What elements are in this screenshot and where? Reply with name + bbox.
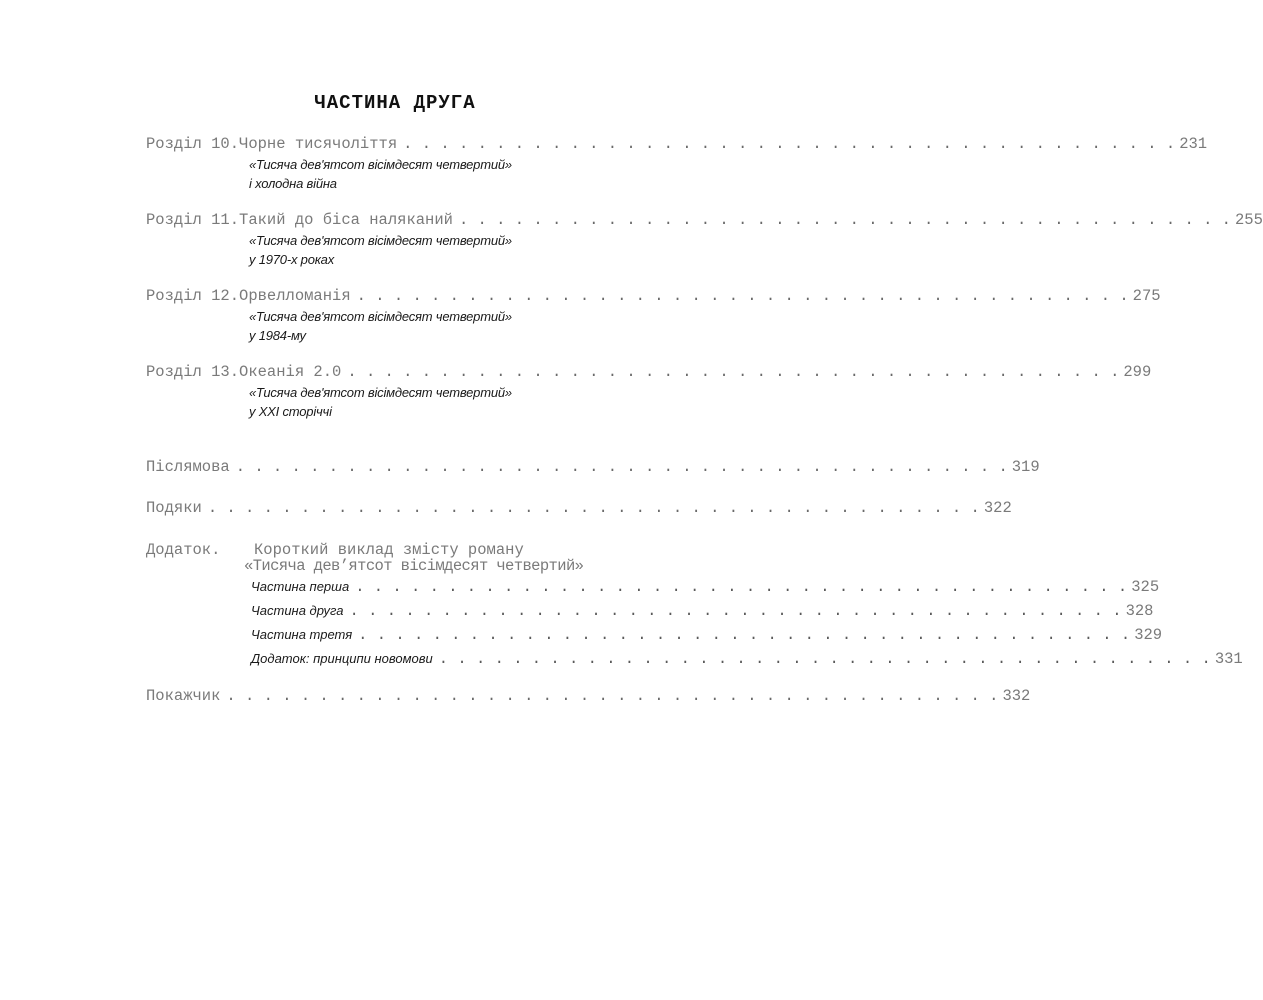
dot-leader: . . . . . . . . . . . . . . . . . . . . . . . . . . . . . . . . . . . . . . . . . . xyxy=(403,135,1176,153)
appendix-title: «Тисяча дев’ятсот вісімдесят четвертий» xyxy=(244,557,584,575)
appendix-item-title: Частина перша xyxy=(251,579,350,594)
index-title: Покажчик xyxy=(146,687,221,705)
dot-leader: . . . . . . . . . . . . . . . . . . . . . . . . . . . . . . . . . . . . . . . . . . xyxy=(355,578,1128,596)
page-number: 319 xyxy=(1011,458,1040,476)
page-number: 328 xyxy=(1125,602,1154,620)
appendix-item-title: Частина друга xyxy=(251,603,344,618)
page-number: 299 xyxy=(1123,363,1152,381)
chapter-title: Чорне тисячоліття xyxy=(239,135,398,153)
chapter-subtitle: «Тисяча дев'ятсот вісімдесят четвертий» xyxy=(249,157,512,172)
toc-entry-appendix-part-1[interactable] xyxy=(251,578,1160,598)
appendix-item-title: Частина третя xyxy=(251,627,353,642)
page-number: 255 xyxy=(1234,211,1263,229)
toc-entry-afterword[interactable] xyxy=(146,458,1040,480)
page-number: 329 xyxy=(1134,626,1163,644)
toc-entry-appendix-newspeak[interactable] xyxy=(251,650,1243,670)
dot-leader: . . . . . . . . . . . . . . . . . . . . . . . . . . . . . . . . . . . . . . . . . . xyxy=(207,499,980,517)
chapter-label: Розділ 10. xyxy=(146,135,240,153)
page-title: ЧАСТИНА ДРУГА xyxy=(314,92,476,114)
dot-leader: . . . . . . . . . . . . . . . . . . . . . . . . . . . . . . . . . . . . . . . . . . xyxy=(458,211,1231,229)
dot-leader: . . . . . . . . . . . . . . . . . . . . . . . . . . . . . . . . . . . . . . . . . . xyxy=(438,650,1211,668)
toc-entry-appendix-part-2[interactable] xyxy=(251,602,1154,622)
chapter-subtitle: у XXI сторіччі xyxy=(249,404,332,419)
appendix-title: Короткий виклад змісту роману xyxy=(254,541,524,559)
page-number: 275 xyxy=(1132,287,1161,305)
chapter-subtitle: і холодна війна xyxy=(249,176,337,191)
chapter-label: Розділ 12. xyxy=(146,287,240,305)
chapter-subtitle: у 1984-му xyxy=(249,328,306,343)
page-number: 231 xyxy=(1179,135,1208,153)
page-number: 331 xyxy=(1214,650,1243,668)
dot-leader: . . . . . . . . . . . . . . . . . . . . . . . . . . . . . . . . . . . . . . . . . . xyxy=(349,602,1122,620)
dot-leader: . . . . . . . . . . . . . . . . . . . . . . . . . . . . . . . . . . . . . . . . . . xyxy=(347,363,1120,381)
toc-entry-chapter-10[interactable] xyxy=(146,135,1208,157)
toc-entry-appendix-part-3[interactable] xyxy=(251,626,1163,646)
toc-entry-chapter-11[interactable] xyxy=(146,211,1263,233)
toc-entry-chapter-13[interactable] xyxy=(146,363,1152,385)
dot-leader: . . . . . . . . . . . . . . . . . . . . . . . . . . . . . . . . . . . . . . . . . . xyxy=(356,287,1129,305)
chapter-subtitle: «Тисяча дев'ятсот вісімдесят четвертий» xyxy=(249,385,512,400)
chapter-subtitle: «Тисяча дев'ятсот вісімдесят четвертий» xyxy=(249,309,512,324)
chapter-subtitle: у 1970-х роках xyxy=(249,252,335,267)
chapter-title: Такий до біса наляканий xyxy=(239,211,453,229)
acknowledgements-title: Подяки xyxy=(146,499,202,517)
appendix-item-title: Додаток: принципи новомови xyxy=(251,651,433,666)
dot-leader: . . . . . . . . . . . . . . . . . . . . . . . . . . . . . . . . . . . . . . . . . . xyxy=(235,458,1008,476)
chapter-label: Розділ 11. xyxy=(146,211,240,229)
page-number: 322 xyxy=(983,499,1012,517)
toc-entry-chapter-12[interactable] xyxy=(146,287,1161,309)
dot-leader: . . . . . . . . . . . . . . . . . . . . . . . . . . . . . . . . . . . . . . . . . . xyxy=(226,687,999,705)
toc-entry-index[interactable] xyxy=(146,687,1031,709)
chapter-title: Орвелломанія xyxy=(239,287,351,305)
afterword-title: Післямова xyxy=(146,458,230,476)
chapter-label: Розділ 13. xyxy=(146,363,240,381)
page-number: 332 xyxy=(1002,687,1031,705)
dot-leader: . . . . . . . . . . . . . . . . . . . . . . . . . . . . . . . . . . . . . . . . . . xyxy=(358,626,1131,644)
chapter-subtitle: «Тисяча дев'ятсот вісімдесят четвертий» xyxy=(249,233,512,248)
chapter-title: Океанія 2.0 xyxy=(239,363,342,381)
appendix-label: Додаток. xyxy=(146,541,221,559)
toc-entry-acknowledgements[interactable] xyxy=(146,499,1012,521)
page-number: 325 xyxy=(1131,578,1160,596)
